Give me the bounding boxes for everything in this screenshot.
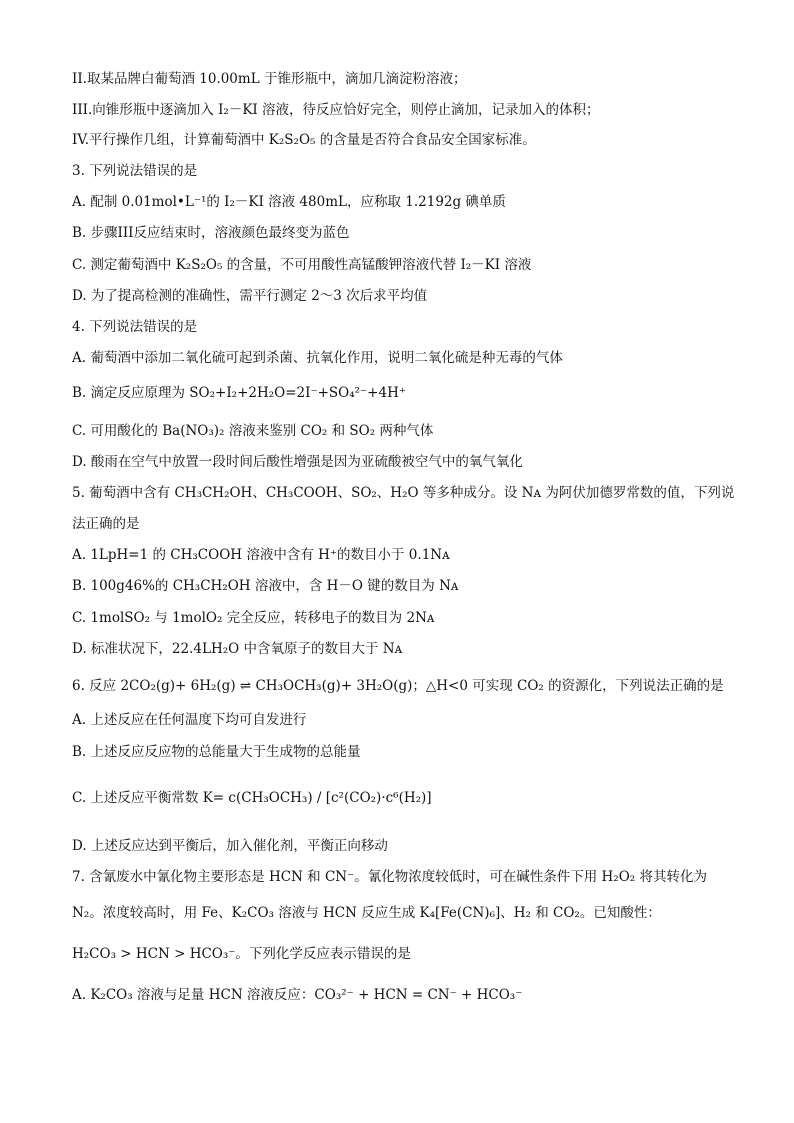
text-line: IV.平行操作几组，计算葡萄酒中 K₂S₂O₅ 的含量是否符合食品安全国家标准。	[72, 132, 536, 148]
question-stem-cont: N₂。浓度较高时，用 Fe、K₂CO₃ 溶液与 HCN 反应生成 K₄[Fe(CN)₆]、H₂ 和 CO₂。已知酸性：	[72, 905, 661, 921]
option-a: A. 1LpH=1 的 CH₃COOH 溶液中含有 H⁺的数目小于 0.1Nᴀ	[72, 547, 450, 563]
option-c: C. 1molSO₂ 与 1molO₂ 完全反应，转移电子的数目为 2Nᴀ	[72, 610, 435, 626]
option-a: A. 配制 0.01mol•L⁻¹的 I₂－KI 溶液 480mL，应称取 1.2192g 碘单质	[72, 194, 506, 210]
question-stem: 5. 葡萄酒中含有 CH₃CH₂OH、CH₃COOH、SO₂、H₂O 等多种成分。设 Nᴀ 为阿伏加德罗常数的值，下列说	[72, 485, 735, 501]
text-line: III.向锥形瓶中逐滴加入 I₂－KI 溶液，待反应恰好完全，则停止滴加，记录加入的体积；	[72, 102, 600, 118]
option-d: D. 上述反应达到平衡后，加入催化剂，平衡正向移动	[72, 838, 388, 854]
option-a: A. 葡萄酒中添加二氧化硫可起到杀菌、抗氧化作用，说明二氧化硫是种无毒的气体	[72, 350, 563, 366]
question-stem: 7. 含氰废水中氰化物主要形态是 HCN 和 CN⁻。氰化物浓度较低时，可在碱性条件下用 H₂O₂ 将其转化为	[72, 869, 707, 885]
question-stem: 4. 下列说法错误的是	[72, 319, 198, 335]
option-c: C. 可用酸化的 Ba(NO₃)₂ 溶液来鉴别 CO₂ 和 SO₂ 两种气体	[72, 423, 434, 439]
option-b: B. 滴定反应原理为 SO₂+I₂+2H₂O=2I⁻+SO₄²⁻+4H⁺	[72, 385, 406, 401]
option-c: C. 上述反应平衡常数 K= c(CH₃OCH₃) / [c²(CO₂)·c⁶(H₂)]	[72, 790, 432, 806]
option-d: D. 标准状况下，22.4LH₂O 中含氧原子的数目大于 Nᴀ	[72, 641, 403, 657]
question-stem-cont: H₂CO₃ > HCN > HCO₃⁻。下列化学反应表示错误的是	[72, 946, 411, 962]
question-stem: 3. 下列说法错误的是	[72, 163, 198, 179]
option-a: A. 上述反应在任何温度下均可自发进行	[72, 712, 307, 728]
option-d: D. 酸雨在空气中放置一段时间后酸性增强是因为亚硫酸被空气中的氧气氧化	[72, 454, 523, 470]
option-a: A. K₂CO₃ 溶液与足量 HCN 溶液反应：CO₃²⁻ + HCN = CN⁻ + HCO₃⁻	[72, 987, 523, 1003]
option-b: B. 上述反应反应物的总能量大于生成物的总能量	[72, 744, 361, 760]
option-b: B. 100g46%的 CH₃CH₂OH 溶液中，含 H－O 键的数目为 Nᴀ	[72, 578, 459, 594]
option-c: C. 测定葡萄酒中 K₂S₂O₅ 的含量，不可用酸性高锰酸钾溶液代替 I₂－KI 溶液	[72, 257, 532, 273]
question-stem-cont: 法正确的是	[72, 516, 140, 532]
option-b: B. 步骤III反应结束时，溶液颜色最终变为蓝色	[72, 225, 350, 241]
question-stem: 6. 反应 2CO₂(g)+ 6H₂(g) ⇌ CH₃OCH₃(g)+ 3H₂O(g)；△H<0 可实现 CO₂ 的资源化，下列说法正确的是	[72, 678, 724, 694]
text-line: II.取某品牌白葡萄酒 10.00mL 于锥形瓶中，滴加几滴淀粉溶液；	[72, 71, 467, 87]
option-d: D. 为了提高检测的准确性，需平行测定 2～3 次后求平均值	[72, 288, 428, 304]
